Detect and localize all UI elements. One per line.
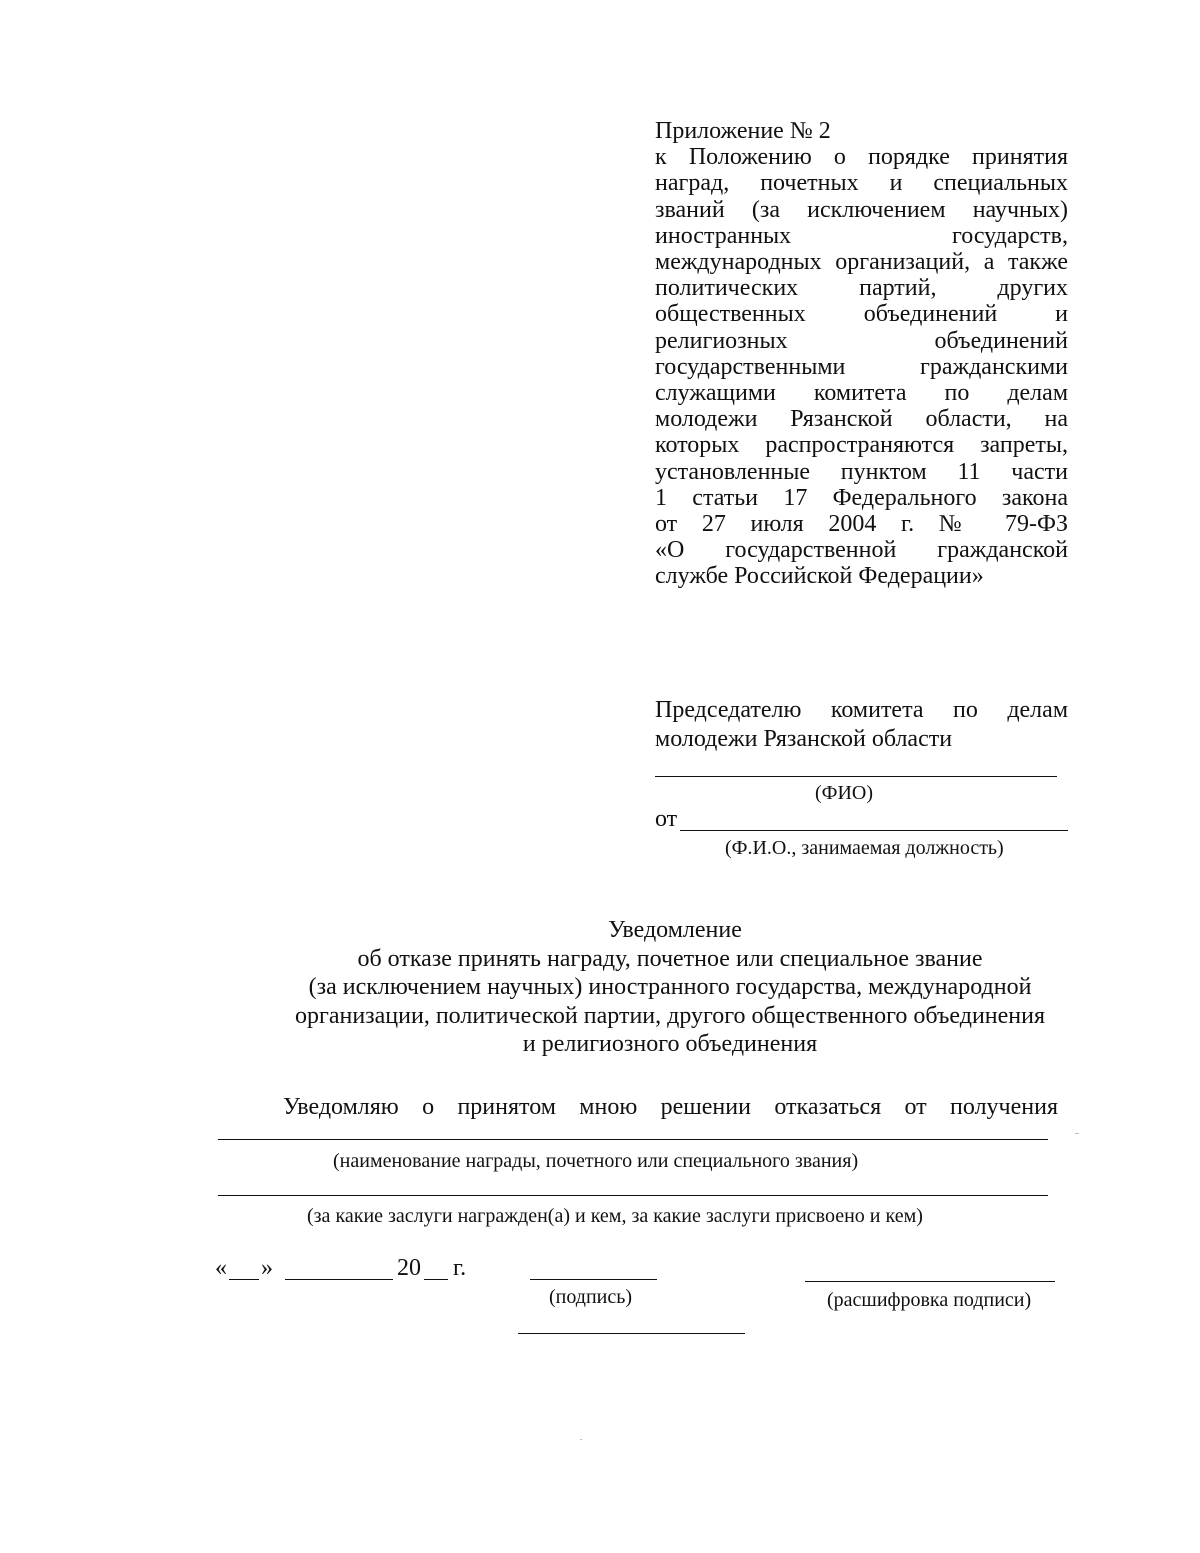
date-year-prefix: 20 [397, 1255, 421, 1281]
merit-caption: (за какие заслуги награжден(а) и кем, за какие заслуги присвоено и кем) [307, 1205, 923, 1227]
appendix-line: международных организаций, а также [655, 249, 1068, 276]
appendix-line: 1 статьи 17 Федерального закона [655, 484, 1068, 511]
scan-speck [1075, 1133, 1079, 1134]
date-close-quote: » [261, 1255, 273, 1281]
appendix-line: которых распространяются запреты, [655, 432, 1068, 459]
addressee-line: Председателю комитета по делам [655, 697, 1068, 723]
appendix-line: «О государственной гражданской [655, 537, 1068, 564]
notice-subtitle-line: (за исключением научных) иностранного государства, международной [308, 974, 1032, 1000]
decoding-caption: (расшифровка подписи) [827, 1289, 1032, 1311]
addressee-line: молодежи Рязанской области [655, 726, 953, 752]
notice-title-block [200, 916, 1100, 1059]
scan-speck [580, 1439, 582, 1440]
notice-statement: Уведомляю о принятом мною решении отказаться от получения [283, 1094, 1058, 1120]
signature-caption: (подпись) [549, 1286, 633, 1308]
appendix-line: от 27 июля 2004 г. № 79-ФЗ [655, 511, 1068, 538]
addressee-block [655, 696, 1068, 754]
appendix-line: иностранных государств, [655, 222, 1068, 249]
notice-heading: Уведомление [608, 917, 742, 943]
appendix-line: службе Российской Федерации» [655, 563, 984, 590]
award-line [218, 1139, 1048, 1140]
appendix-block [655, 118, 1068, 590]
appendix-line: религиозных объединений [655, 327, 1068, 354]
fio-line [655, 776, 1057, 777]
appendix-line: к Положению о порядке принятия [655, 144, 1068, 171]
merit-line [218, 1195, 1048, 1196]
date-year-suffix: г. [453, 1255, 467, 1281]
award-caption: (наименование награды, почетного или специального звания) [333, 1150, 859, 1172]
appendix-line: общественных объединений и [655, 301, 1068, 328]
date-month-line [285, 1279, 393, 1280]
date-day-line [229, 1279, 259, 1280]
fio-caption: (ФИО) [815, 782, 874, 804]
notice-subtitle-line: об отказе принять награду, почетное или специальное звание [357, 945, 983, 972]
from-line [680, 830, 1068, 831]
notice-subtitle-line: организации, политической партии, другого общественного объединения [294, 1002, 1046, 1029]
appendix-line: наград, почетных и специальных [655, 170, 1068, 197]
signature-line [530, 1279, 657, 1280]
extra-line [518, 1333, 745, 1334]
date-open-quote: « [215, 1255, 227, 1281]
from-caption: (Ф.И.О., занимаемая должность) [725, 837, 1004, 859]
appendix-heading: Приложение № 2 [655, 118, 831, 144]
appendix-line: политических партий, других [655, 275, 1068, 302]
decoding-line [805, 1281, 1055, 1282]
date-year-line [424, 1279, 448, 1280]
notice-subtitle-line: и религиозного объединения [522, 1031, 818, 1057]
appendix-line: служащими комитета по делам [655, 380, 1068, 407]
appendix-line: молодежи Рязанской области, на [655, 406, 1068, 433]
appendix-line: званий (за исключением научных) [655, 196, 1068, 223]
from-prefix: от [655, 806, 678, 832]
appendix-line: установленные пунктом 11 части [655, 458, 1068, 485]
appendix-line: государственными гражданскими [655, 353, 1068, 380]
